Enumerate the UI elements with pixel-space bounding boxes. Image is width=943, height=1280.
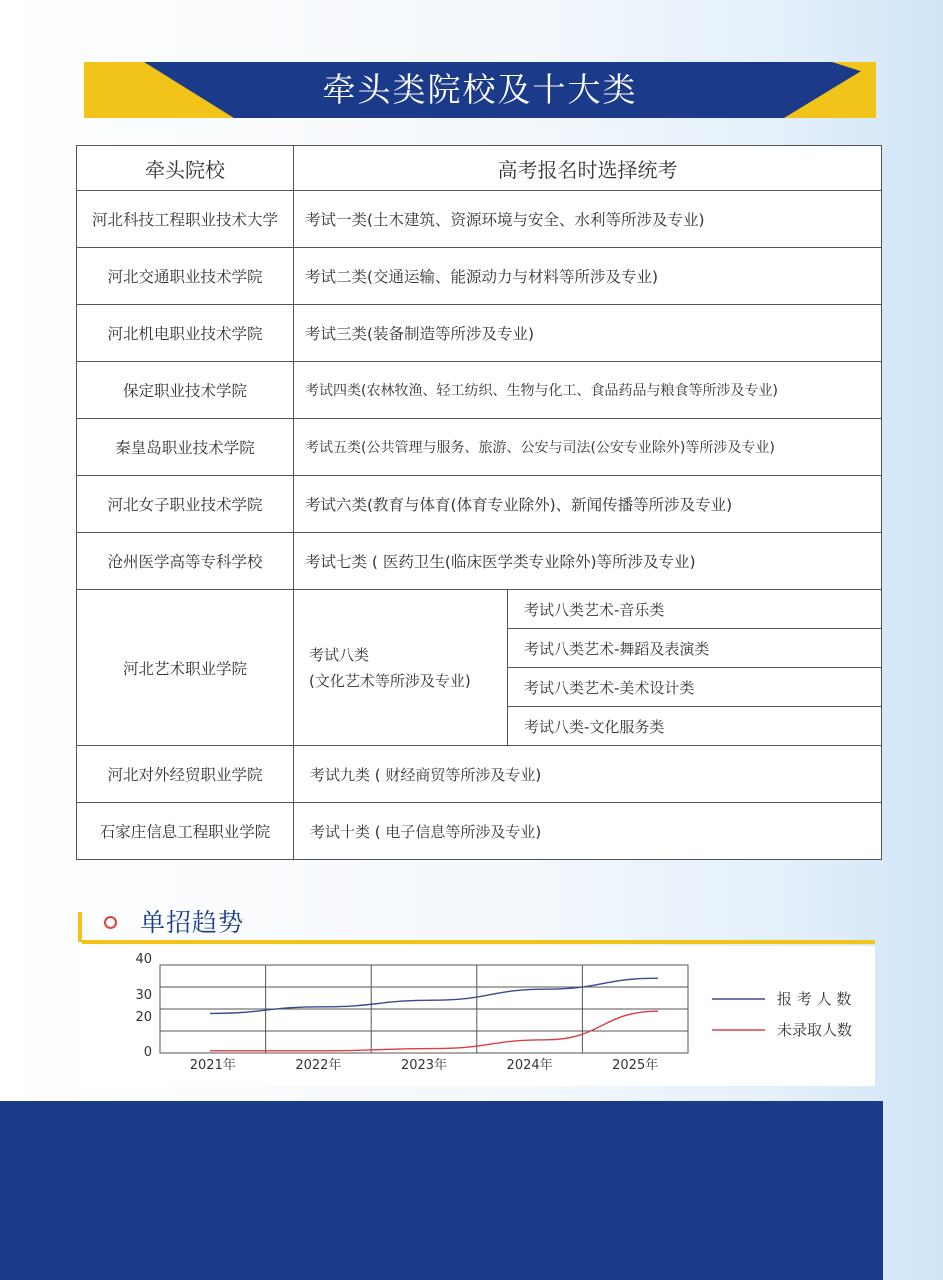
art-sub-cell: 考试八类艺术-舞蹈及表演类 [508,629,882,668]
table-row [77,419,882,476]
table-row [77,803,882,860]
exam-cell: 考试五类(公共管理与服务、旅游、公安与司法(公安专业除外)等所涉及专业) [294,419,882,476]
table-header-row [77,146,882,191]
y-tick-label: 30 [135,988,152,1003]
x-tick-label: 2024年 [506,1058,553,1073]
trend-chart-panel [80,946,875,1086]
school-exam-table [76,145,882,860]
y-tick-label: 20 [135,1010,152,1025]
school-cell: 沧州医学高等专科学校 [77,533,294,590]
page-title: 牵头类院校及十大类 [322,70,638,109]
school-cell: 保定职业技术学院 [77,362,294,419]
school-cell: 秦皇岛职业技术学院 [77,419,294,476]
exam-cell: 考试六类(教育与体育(体育专业除外)、新闻传播等所涉及专业) [294,476,882,533]
table-row [77,191,882,248]
table-row [77,533,882,590]
exam-cell: 考试一类(土木建筑、资源环境与安全、水利等所涉及专业) [294,191,882,248]
art-sub-cell: 考试八类-文化服务类 [508,707,882,746]
art-sub-cell: 考试八类艺术-音乐类 [508,590,882,629]
school-cell: 河北女子职业技术学院 [77,476,294,533]
exam-cell: 考试十类 ( 电子信息等所涉及专业) [294,803,882,860]
title-banner [84,62,876,118]
table-row [77,746,882,803]
x-tick-label: 2023年 [400,1058,448,1073]
footer-block [0,1101,883,1280]
table-row [77,305,882,362]
exam-cell-art [294,590,508,746]
exam-cell: 考试二类(交通运输、能源动力与材料等所涉及专业) [294,248,882,305]
school-cell: 河北对外经贸职业学院 [77,746,294,803]
exam-cell: 考试三类(装备制造等所涉及专业) [294,305,882,362]
art-sub-cell: 考试八类艺术-美术设计类 [508,668,882,707]
y-tick-label: 40 [135,952,152,967]
table-row [77,362,882,419]
school-cell: 石家庄信息工程职业学院 [77,803,294,860]
x-tick-label: 2022年 [295,1058,342,1073]
exam-cell: 考试九类 ( 财经商贸等所涉及专业) [294,746,882,803]
legend-label-1: 未录取人数 [777,1021,853,1039]
exam-cell: 考试四类(农林牧渔、轻工纺织、生物与化工、食品药品与粮食等所涉及专业) [294,362,882,419]
art-exam-line1: 考试八类 [309,645,370,664]
series-line-0 [210,978,658,1013]
header-exam: 高考报名时选择统考 [294,146,882,191]
school-cell: 河北交通职业技术学院 [77,248,294,305]
table-row [77,248,882,305]
legend-label-0: 报 考 人 数 [777,990,852,1008]
y-tick-label: 0 [143,1045,152,1060]
table-row-art [77,590,882,629]
trend-chart [80,946,875,1086]
section-underline [82,940,875,944]
section-accent-bar [78,912,82,942]
header-school: 牵头院校 [77,146,294,191]
x-tick-label: 2021年 [189,1058,236,1073]
trend-section-title: 单招趋势 [140,908,245,937]
art-exam-line2: (文化艺术等所涉及专业) [309,671,471,690]
x-tick-label: 2025年 [612,1058,659,1073]
school-cell-art: 河北艺术职业学院 [77,590,294,746]
exam-cell: 考试七类 ( 医药卫生(临床医学类专业除外)等所涉及专业) [294,533,882,590]
school-cell: 河北机电职业技术学院 [77,305,294,362]
circle-icon [104,916,117,929]
table-row [77,476,882,533]
school-cell: 河北科技工程职业技术大学 [77,191,294,248]
